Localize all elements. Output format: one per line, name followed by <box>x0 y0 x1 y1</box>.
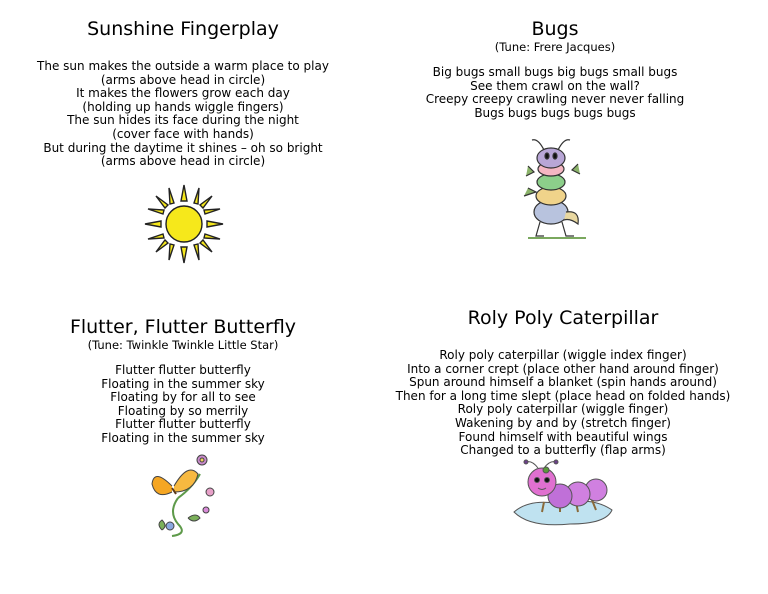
butterfly-line: Floating by for all to see <box>110 390 256 405</box>
caterpillar-line: Roly poly caterpillar (wiggle index finger) <box>439 348 687 362</box>
sunshine-line: (arms above head in circle) <box>100 72 266 87</box>
caterpillar-line: Wakening by and by (stretch finger) <box>455 415 671 430</box>
sunshine-line: (holding up hands wiggle fingers) <box>82 99 284 114</box>
bugs-title: Bugs <box>531 18 579 40</box>
caterpillar-line: Spun around himself a blanket (spin hands around) <box>409 375 717 390</box>
butterfly-title: Flutter, Flutter Butterfly <box>69 316 297 338</box>
bugs-card <box>400 18 710 120</box>
caterpillar-card <box>390 307 736 458</box>
bugs-line: See them crawl on the wall? <box>470 78 640 93</box>
sunshine-line: (cover face with hands) <box>112 126 254 141</box>
stacked-bug-icon <box>518 134 598 244</box>
sunshine-line: (arms above head in circle) <box>100 154 266 169</box>
butterfly-lines <box>10 364 356 446</box>
caterpillar-line: Then for a long time slept (place head on folded hands) <box>395 388 731 403</box>
butterfly-card <box>10 316 356 446</box>
butterfly-tune: (Tune: Twinkle Twinkle Little Star) <box>87 338 279 352</box>
butterfly-line: Flutter flutter butterfly <box>115 363 251 377</box>
butterfly-line: Floating in the summer sky <box>101 376 265 391</box>
butterfly-line: Floating by so merrily <box>117 403 249 418</box>
butterfly-line: Floating in the summer sky <box>101 430 265 445</box>
sunshine-line: The sun hides its face during the night <box>67 113 299 128</box>
butterfly-icon <box>148 448 220 540</box>
butterfly-line: Flutter flutter butterfly <box>115 417 251 432</box>
caterpillar-title: Roly Poly Caterpillar <box>467 307 659 329</box>
sunshine-line: But during the daytime it shines – oh so bright <box>43 140 323 155</box>
sunshine-line: It makes the flowers grow each day <box>76 86 290 101</box>
sunshine-line: The sun makes the outside a warm place to play <box>37 59 329 73</box>
sunshine-lines <box>10 60 356 169</box>
sunshine-card <box>10 18 356 169</box>
sun-icon <box>143 183 225 265</box>
bugs-line: Bugs bugs bugs bugs bugs <box>474 105 636 120</box>
bugs-line: Big bugs small bugs big bugs small bugs <box>432 65 678 79</box>
caterpillar-line: Roly poly caterpillar (wiggle finger) <box>457 402 669 417</box>
bugs-line: Creepy creepy crawling never never falling <box>425 92 685 107</box>
bugs-tune: (Tune: Frere Jacques) <box>494 40 616 54</box>
caterpillar-line: Into a corner crept (place other hand around finger) <box>407 361 719 376</box>
caterpillar-line: Found himself with beautiful wings <box>458 429 668 444</box>
caterpillar-lines <box>390 349 736 458</box>
caterpillar-icon <box>510 458 616 530</box>
bugs-lines <box>400 66 710 120</box>
caterpillar-line: Changed to a butterfly (flap arms) <box>460 443 666 458</box>
sunshine-title: Sunshine Fingerplay <box>87 18 279 40</box>
